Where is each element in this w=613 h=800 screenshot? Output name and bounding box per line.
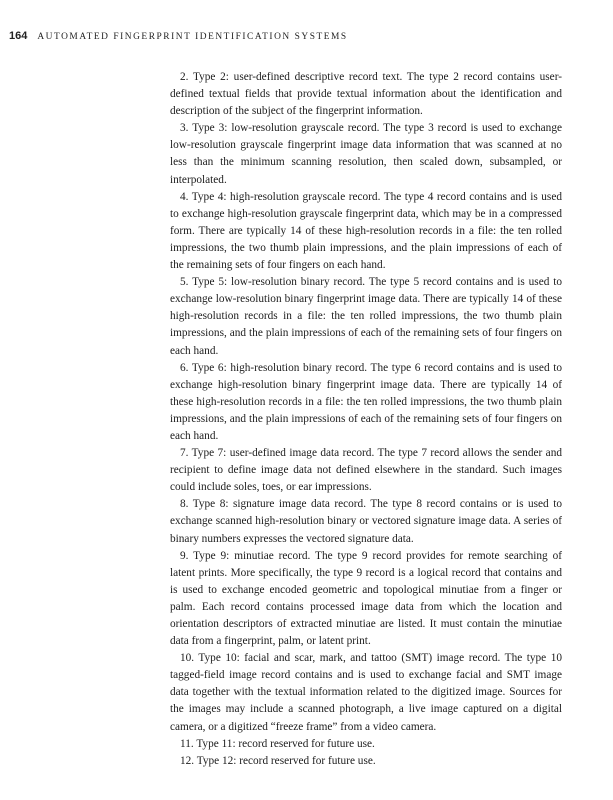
paragraph-type-6: 6. Type 6: high-resolution binary record. The type 6 record contains and is used to exchange high-resolution binary fingerprint image data. There are typically 14 of these high-resolution records in a file: the ten rolled impressions, the two thumb plain impressions, and the plain impressions of each of the remaining sets of four fingers on each hand.	[170, 361, 562, 442]
paragraph-type-5: 5. Type 5: low-resolution binary record. The type 5 record contains and is used to exchange low-resolution binary fingerprint image data. There are typically 14 of these high-resolution records in a file: the ten rolled impressions, the two thumb plain impressions, and the plain impressions of each of the remaining sets of four fingers on each hand.	[170, 276, 562, 357]
running-title: AUTOMATED FINGERPRINT IDENTIFICATION SYSTEMS	[37, 32, 348, 42]
page-number: 164	[9, 30, 28, 42]
paragraph-type-7: 7. Type 7: user-defined image data record. The type 7 record allows the sender and recipient to define image data not defined elsewhere in the standard. Such images could include soles, toes, or ear impressions.	[170, 447, 562, 494]
paragraph-type-2: 2. Type 2: user-defined descriptive record text. The type 2 record contains user-defined textual fields that provide textual information about the identification and description of the subject of the fingerprint information.	[170, 71, 562, 118]
paragraph-type-4: 4. Type 4: high-resolution grayscale record. The type 4 record contains and is used to exchange high-resolution grayscale fingerprint data, which may be in a compressed form. There are typically 14 of these high-resolution records in a file: the ten rolled impressions, the two thumb plain impressions, and the plain impressions of each of the remaining sets of four fingers on each hand.	[170, 190, 562, 272]
paragraph-type-12: 12. Type 12: record reserved for future use.	[180, 754, 376, 767]
paragraph-type-11: 11. Type 11: record reserved for future use.	[180, 737, 375, 750]
paragraph-type-8: 8. Type 8: signature image data record. The type 8 record contains or is used to exchange scanned high-resolution binary or vectored signature image data. A series of binary numbers expresses the vectored signature data.	[170, 498, 562, 545]
paragraph-type-10: 10. Type 10: facial and scar, mark, and tattoo (SMT) image record. The type 10 tagged-field image record contains and is used to exchange facial and SMT image data together with the textual information related to the digitized image. Sources for the images may include a scanned photograph, a live image captured on a digital camera, or a digitized “freeze frame” from a video camera.	[170, 652, 562, 733]
running-head	[9, 30, 348, 46]
body-text	[170, 69, 562, 770]
paragraph-type-9: 9. Type 9: minutiae record. The type 9 record provides for remote searching of latent prints. More specifically, the type 9 record is a logical record that contains and is used to exchange encoded geometric and topological minutiae from a finger or palm. Each record contains processed image data from which the location and orientation descriptors of extracted minutiae are listed. It must contain the minutiae data from a fingerprint, palm, or latent print.	[170, 549, 562, 648]
paragraph-type-3: 3. Type 3: low-resolution grayscale record. The type 3 record is used to exchange low-resolution grayscale fingerprint image data information that was scanned at no less than the minimum scanning resolution, then scaled down, subsampled, or interpolated.	[170, 122, 562, 186]
